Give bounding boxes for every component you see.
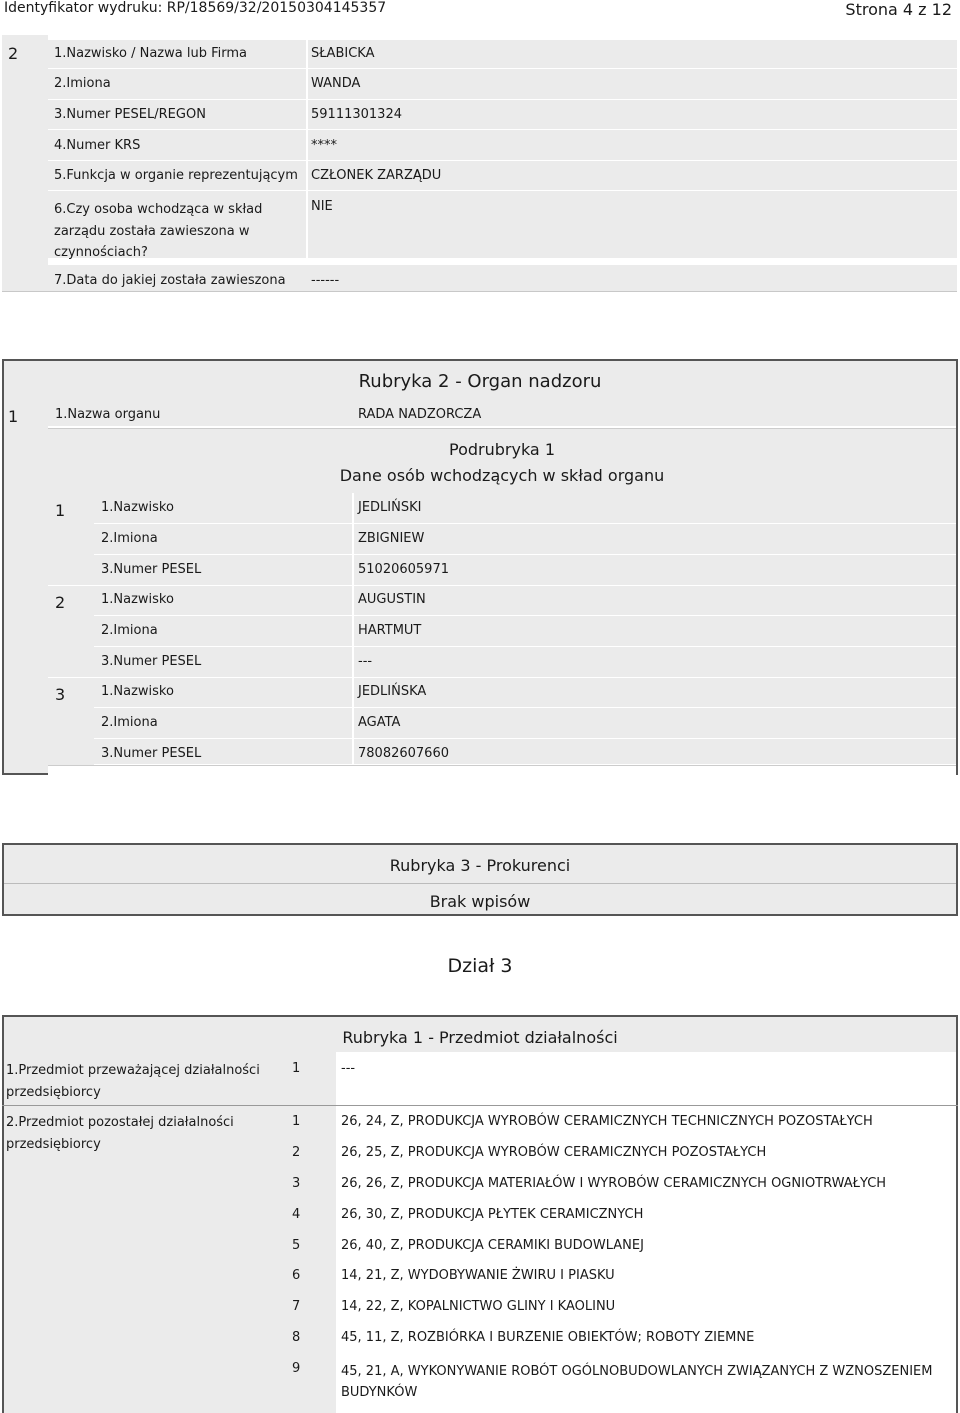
activity-number: 4 [292, 1207, 301, 1222]
field-label: 1.Nazwisko [101, 684, 174, 699]
rubryka-2-index: 1 [8, 407, 19, 426]
field-value: AUGUSTIN [358, 592, 426, 607]
field-value: 59111301324 [311, 107, 402, 122]
activity-number: 5 [292, 1238, 301, 1253]
rubryka-3-empty: Brak wpisów [429, 892, 531, 911]
field-value: JEDLIŃSKI [358, 500, 422, 515]
field-value: HARTMUT [358, 623, 422, 638]
podrubryka-title: Podrubryka 1 [449, 440, 555, 459]
activity-number: 6 [292, 1268, 301, 1283]
print-identifier: Identyfikator wydruku: RP/18569/32/20150304145357 [4, 0, 387, 16]
field-label: 3.Numer PESEL/REGON [54, 107, 206, 122]
organ-name-value: RADA NADZORCZA [358, 407, 482, 422]
organ-name-label: 1.Nazwa organu [55, 407, 161, 422]
activity-text: 26, 30, Z, PRODUKCJA PŁYTEK CERAMICZNYCH [341, 1207, 644, 1222]
podrubryka-subtitle: Dane osób wchodzących w skład organu [339, 466, 665, 485]
field-value: NIE [311, 199, 333, 214]
field-label: 7.Data do jakiej została zawieszona [54, 273, 286, 288]
field-label: 5.Funkcja w organie reprezentującym [54, 168, 298, 183]
value-column [306, 40, 957, 258]
activity-number: 1 [292, 1114, 301, 1129]
field-value: CZŁONEK ZARZĄDU [311, 168, 442, 183]
field-value: 51020605971 [358, 562, 449, 577]
activity-text: 26, 25, Z, PRODUKCJA WYROBÓW CERAMICZNYCH POZOSTAŁYCH [341, 1145, 767, 1160]
field-label: 2.Imiona [101, 715, 158, 730]
activity-number: 7 [292, 1299, 301, 1314]
activity-text: 26, 40, Z, PRODUKCJA CERAMIKI BUDOWLANEJ [341, 1238, 644, 1253]
activity-text: 14, 21, Z, WYDOBYWANIE ŻWIRU I PIASKU [341, 1268, 615, 1283]
activity-number: 2 [292, 1145, 301, 1160]
person-index-column [48, 493, 94, 774]
page-number: Strona 4 z 12 [845, 0, 952, 19]
field-value: ------ [311, 273, 340, 288]
activity-text: 14, 22, Z, KOPALNICTWO GLINY I KAOLINU [341, 1299, 616, 1314]
field-label: 3.Numer PESEL [101, 654, 202, 669]
field-label: 4.Numer KRS [54, 138, 141, 153]
section-title: Dział 3 [447, 955, 513, 977]
field-value: --- [358, 654, 373, 669]
rubryka-3-title: Rubryka 3 - Prokurenci [389, 856, 571, 875]
rubryka-2-title: Rubryka 2 - Organ nadzoru [358, 371, 602, 392]
field-value: ZBIGNIEW [358, 531, 425, 546]
activity-text: 45, 21, A, WYKONYWANIE ROBÓT OGÓLNOBUDOWLANYCH ZWIĄZANYCH Z WZNOSZENIEM BUDYNKÓW [341, 1364, 933, 1400]
activity-number: 1 [292, 1061, 301, 1076]
rubryka-1-title: Rubryka 1 - Przedmiot działalności [342, 1028, 618, 1047]
other-activity-label: 2.Przedmiot pozostałej działalności przedsiębiorcy [6, 1115, 234, 1152]
field-label: 6.Czy osoba wchodząca w skład zarządu została zawieszona w czynnościach? [54, 202, 263, 260]
field-value: SŁABICKA [311, 46, 375, 61]
activity-text: 26, 26, Z, PRODUKCJA MATERIAŁÓW I WYROBÓW CERAMICZNYCH OGNIOTRWAŁYCH [341, 1176, 887, 1191]
person-index: 1 [55, 501, 66, 520]
activity-number: 9 [292, 1361, 301, 1376]
field-label: 1.Nazwisko [101, 592, 174, 607]
main-activity-label: 1.Przedmiot przeważającej działalności przedsiębiorcy [6, 1063, 260, 1100]
field-value: **** [311, 138, 337, 153]
field-label: 3.Numer PESEL [101, 746, 202, 761]
field-label: 2.Imiona [101, 623, 158, 638]
activity-number: 3 [292, 1176, 301, 1191]
field-value: WANDA [311, 76, 361, 91]
activity-text: 26, 24, Z, PRODUKCJA WYROBÓW CERAMICZNYCH TECHNICZNYCH POZOSTAŁYCH [341, 1114, 873, 1129]
field-value: AGATA [358, 715, 401, 730]
field-value: JEDLIŃSKA [358, 684, 427, 699]
person-index: 3 [55, 685, 66, 704]
person-index: 2 [55, 593, 66, 612]
field-value: 78082607660 [358, 746, 449, 761]
field-label: 3.Numer PESEL [101, 562, 202, 577]
activity-text: 45, 11, Z, ROZBIÓRKA I BURZENIE OBIEKTÓW; ROBOTY ZIEMNE [341, 1330, 755, 1345]
field-label: 2.Imiona [54, 76, 111, 91]
entry-index: 2 [8, 44, 19, 63]
activity-number: 8 [292, 1330, 301, 1345]
field-label: 1.Nazwisko [101, 500, 174, 515]
field-label: 1.Nazwisko / Nazwa lub Firma [54, 46, 247, 61]
field-label: 2.Imiona [101, 531, 158, 546]
activity-text: --- [341, 1061, 356, 1076]
